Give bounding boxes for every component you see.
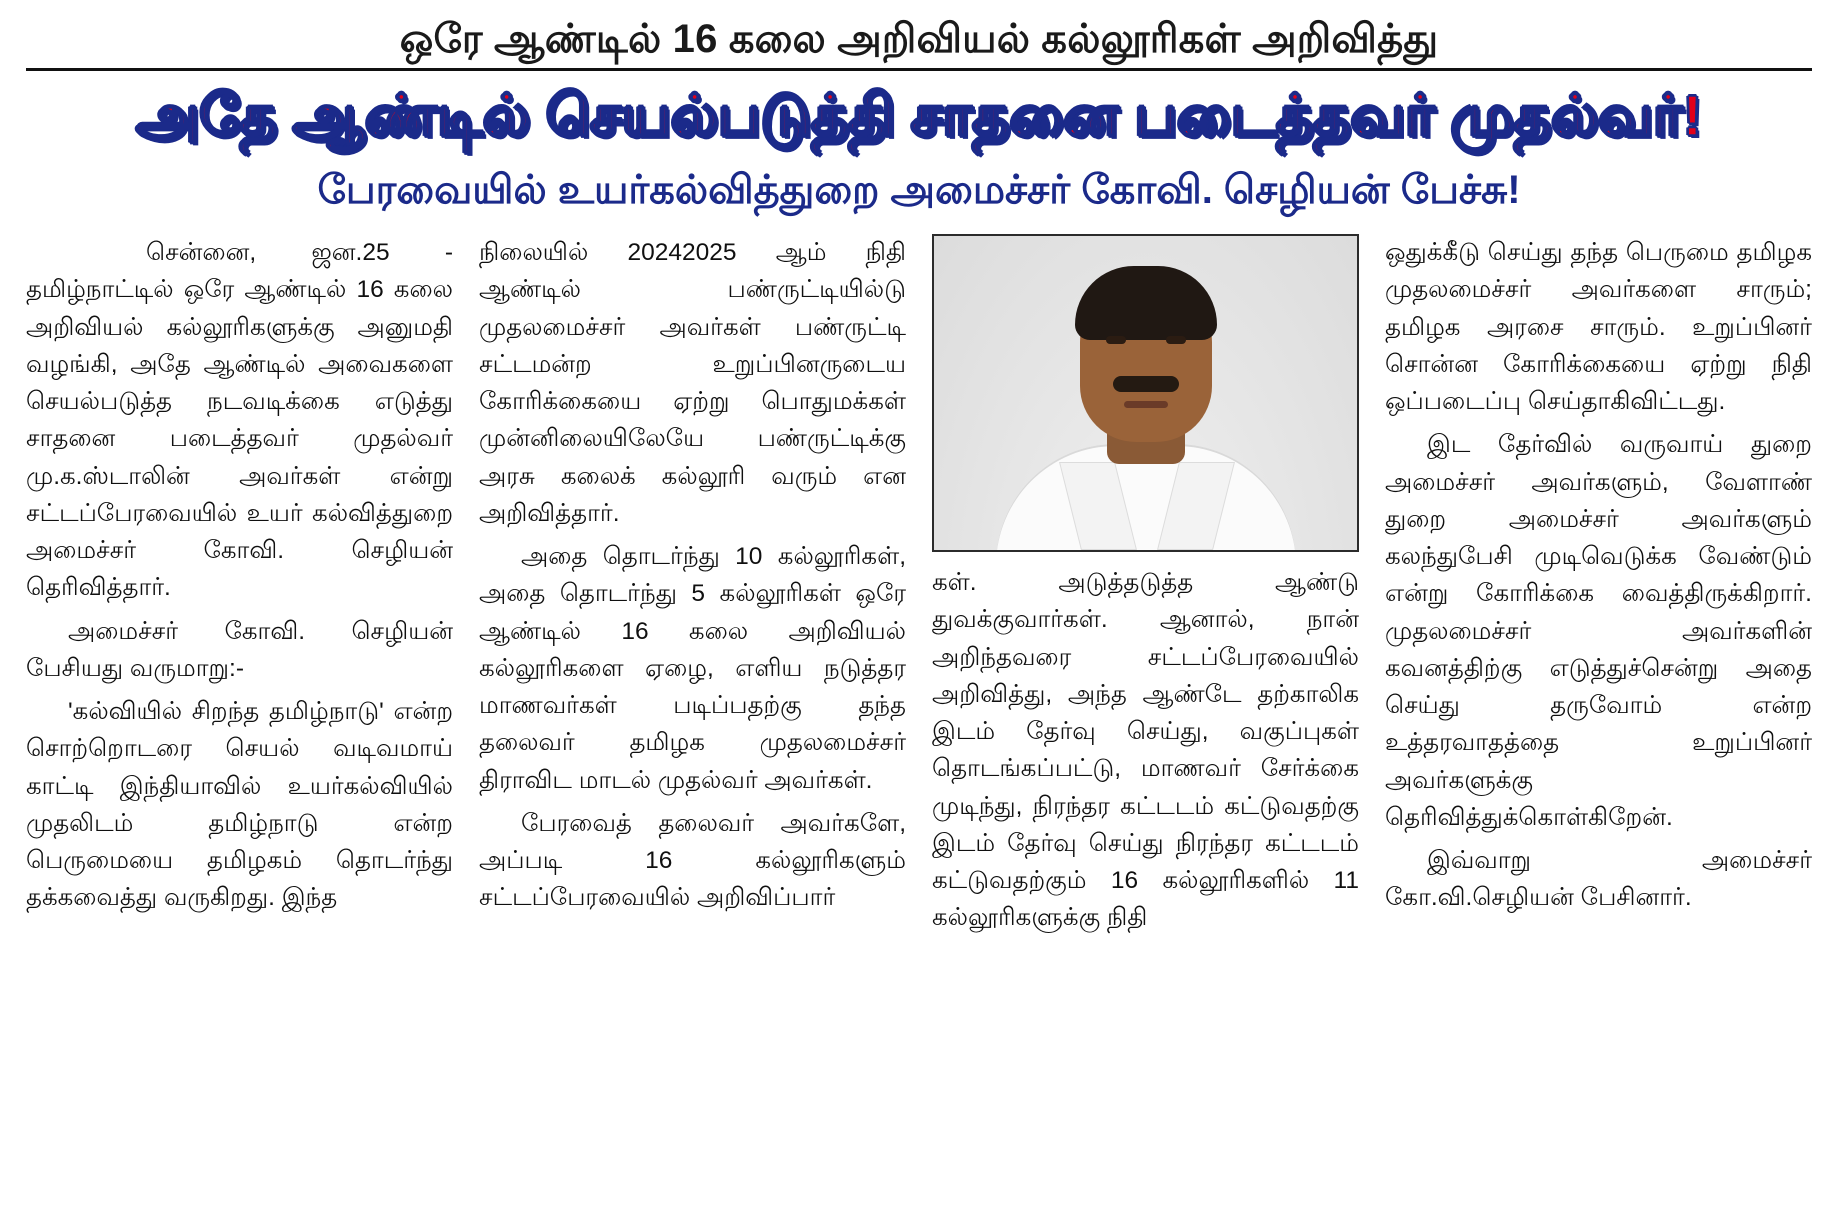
portrait-eye-left [1106,336,1126,344]
article-column-2 [479,234,906,1104]
paragraph: அதை தொடர்ந்து 10 கல்லூரிகள், அதை தொடர்ந்து 5 கல்லூரிகள் ஒரே ஆண்டில் 16 கலை அறிவியல் கல்லூரிகளை ஏழை, எளிய நடுத்தர மாணவர்கள் படிப்பதற்கு தந்த தலைவர் தமிழக முதலமைச்சர் திராவிட மாடல் முதல்வர் அவர்கள். [479,543,906,794]
minister-portrait-photo [932,234,1359,552]
article-kicker: ஒரே ஆண்டில் 16 கலை அறிவியல் கல்லூரிகள் அறிவித்து [26,10,1812,71]
paragraph: கள். அடுத்தடுத்த ஆண்டு துவக்குவார்கள். ஆனால், நான் அறிந்தவரை சட்டப்பேரவையில் அறிவித்து, அந்த ஆண்டே தற்காலிக இடம் தேர்வு செய்து, வகுப்புகள் தொடங்கப்பட்டு, மாணவர் சேர்க்கை முடிந்து, நிரந்தர கட்டடம் கட்டுவதற்கு இடம் தேர்வு செய்து நிரந்தர கட்டடம் கட்டுவதற்கும் 16 கல்லூரிகளில் 11 கல்லூரிகளுக்கு நிதி [932,569,1359,932]
paragraph: ஒதுக்கீடு செய்து தந்த பெருமை தமிழக முதலமைச்சர் அவர்களை சாரும்; தமிழக அரசை சாரும். உறுப்பினர் சொன்ன கோரிக்கையை ஏற்று நிதி ஒப்படைப்பு செய்தாகிவிட்டது. [1385,239,1812,416]
paragraph: சென்னை, ஜன.25 - தமிழ்நாட்டில் ஒரே ஆண்டில் 16 கலை அறிவியல் கல்லூரிகளுக்கு அனுமதி வழங்கி, அதே ஆண்டில் அவைகளை செயல்படுத்த நடவடிக்கை எடுத்து சாதனை படைத்தவர் முதல்வர் மு.க.ஸ்டாலின் அவர்கள் என்று சட்டப்பேரவையில் உயர் கல்வித்துறை அமைச்சர் கோவி. செழியன் தெரிவித்தார். [26,239,453,602]
paragraph: 'கல்வியில் சிறந்த தமிழ்நாடு' என்ற சொற்றொடரை செயல் வடிவமாய் காட்டி இந்தியாவில் உயர்கல்வியில் முதலிடம் தமிழ்நாடு என்ற பெருமையை தமிழகம் தொடர்ந்து தக்கவைத்து வருகிறது. இந்த [26,698,453,912]
article-column-4 [1385,234,1812,1104]
portrait-moustache [1113,376,1179,392]
paragraph: அமைச்சர் கோவி. செழியன் பேசியது வருமாறு:- [26,617,453,682]
article-main-headline: அதே ஆண்டில் செயல்படுத்தி சாதனை படைத்தவர் முதல்வர்! [136,84,1702,148]
paragraph: இவ்வாறு அமைச்சர் கோ.வி.செழியன் பேசினார். [1385,847,1812,912]
portrait-eye-right [1166,336,1186,344]
photo-wrap [932,234,1359,552]
portrait-hair [1075,266,1217,340]
article-columns [26,228,1812,1104]
paragraph: இட தேர்வில் வருவாய் துறை அமைச்சர் அவர்களும், வேளாண் துறை அமைச்சர் அவர்களும் கலந்துபேசி முடிவெடுக்க வேண்டும் என்று கோரிக்கை வைத்திருக்கிறார். முதலமைச்சர் அவர்களின் கவனத்திற்கு எடுத்துச்சென்று அதை செய்து தருவோம் என்ற உத்தரவாதத்தை உறுப்பினர் அவர்களுக்கு தெரிவித்துக்கொள்கிறேன். [1385,431,1812,831]
paragraph: பேரவைத் தலைவர் அவர்களே, அப்படி 16 கல்லூரிகளும் சட்டப்பேரவையில் அறிவிப்பார் [479,809,906,912]
article-column-3 [932,234,1359,1104]
article-column-1 [26,234,453,1104]
portrait-mouth [1124,401,1168,408]
article-subheadline: பேரவையில் உயர்கல்வித்துறை அமைச்சர் கோவி. செழியன் பேச்சு! [317,168,1521,213]
paragraph: நிலையில் 20242025 ஆம் நிதி ஆண்டில் பண்ருட்டியில்டு முதலமைச்சர் அவர்கள் பண்ருட்டி சட்டமன்ற உறுப்பினருடைய கோரிக்கையை ஏற்று பொதுமக்கள் முன்னிலையிலேயே பண்ருட்டிக்கு அரசு கலைக் கல்லூரி வரும் என அறிவித்தார். [479,239,906,527]
